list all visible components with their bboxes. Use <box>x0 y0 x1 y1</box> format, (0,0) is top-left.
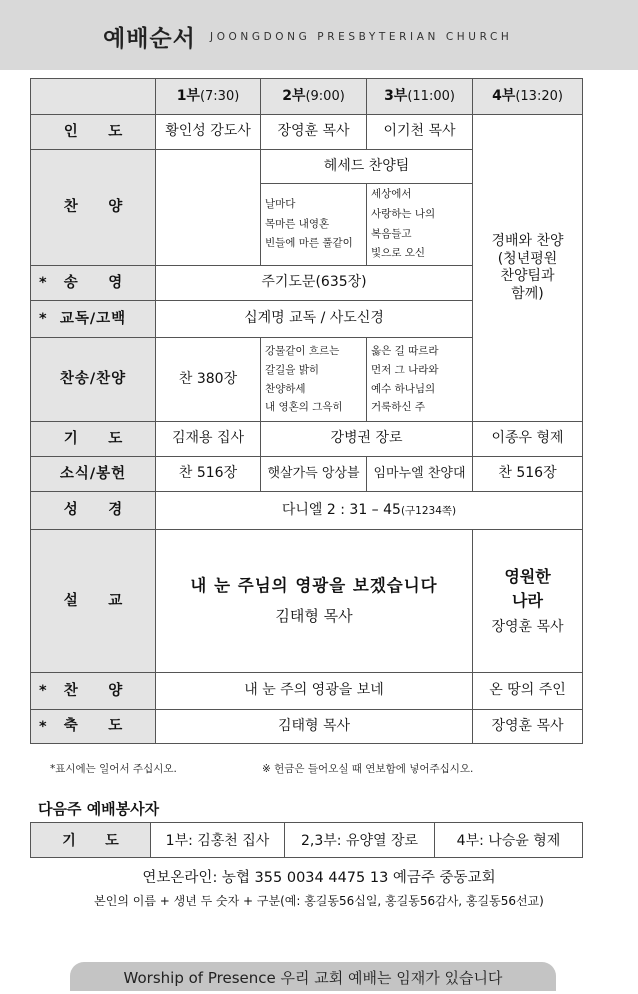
service-4-header: 4부(13:20) <box>473 79 583 115</box>
hymn-s2-songs: 강물같이 흐르는 갈길을 밝히 찬양하세 내 영혼의 그윽히 <box>261 338 367 422</box>
bank-account: 연보온라인: 농협 355 0034 4475 13 예금주 중동교회 <box>142 870 496 886</box>
sermon-s4-title-1: 영원한 <box>504 567 551 587</box>
next-week-row <box>31 823 583 858</box>
note-offering: ※ 헌금은 들어오실 때 연보함에 넣어주십시오. <box>262 763 474 775</box>
closing-hymn-value: 내 눈 주의 영광을 보네 <box>156 673 473 710</box>
s4-praise-block <box>473 115 583 422</box>
praise-s3-songs: 세상에서 사랑하는 나의 복음들고 빛으로 오신 <box>367 184 473 266</box>
label-song: * 송영 <box>31 266 156 301</box>
prayer-s4: 이종우 형제 <box>473 422 583 457</box>
song-value: 주기도문(635장) <box>156 266 473 301</box>
footer-banner: Worship of Presence 우리 교회 예배는 임재가 있습니다 <box>70 962 556 991</box>
sermon-s4-preacher: 장영훈 목사 <box>491 619 564 636</box>
next-week-label: 기도 <box>31 823 151 858</box>
sermon-s4 <box>473 530 583 673</box>
hymn-s1: 찬 380장 <box>156 338 261 422</box>
closing-hymn-s4: 온 땅의 주인 <box>473 673 583 710</box>
lead-s1: 황인성 강도사 <box>156 115 261 150</box>
note-stand: *표시에는 일어서 주십시오. <box>50 763 177 775</box>
label-sermon: 설교 <box>31 530 156 673</box>
page-title: 예배순서 <box>103 26 196 52</box>
service-3-header: 3부(11:00) <box>367 79 473 115</box>
lead-s3: 이기천 목사 <box>367 115 473 150</box>
next-week-c1: 1부: 김홍천 집사 <box>151 823 285 858</box>
label-hymn: 찬송/찬양 <box>31 338 156 422</box>
hymn-s3-songs: 옳은 길 따르라 먼저 그 나라와 예수 하나님의 거룩하신 주 <box>367 338 473 422</box>
label-scripture: 성경 <box>31 492 156 530</box>
label-closing-hymn: * 찬양 <box>31 673 156 710</box>
service-header-row <box>31 79 583 115</box>
notes <box>50 761 610 776</box>
offering-s3: 임마누엘 찬양대 <box>367 457 473 492</box>
label-confession: * 교독/고백 <box>31 301 156 338</box>
sermon-s4-title-2: 나라 <box>512 591 543 611</box>
worship-order-table <box>30 78 583 744</box>
next-week-table <box>30 822 583 858</box>
offering-s1: 찬 516장 <box>156 457 261 492</box>
offering-s4: 찬 516장 <box>473 457 583 492</box>
s4-praise-line-2: (청년평원 <box>497 250 558 267</box>
praise-team: 헤세드 찬양팀 <box>261 150 473 184</box>
deposit-instructions: 본인의 이름 + 생년 두 숫자 + 구분(예: 홍길동56십일, 홍길동56감사, 홍길동56선교) <box>94 894 544 908</box>
s4-praise-line-1: 경배와 찬양 <box>491 233 564 249</box>
offering-s2: 햇살가득 앙상블 <box>261 457 367 492</box>
s4-praise-line-4: 함께) <box>511 285 544 302</box>
scripture-value: 다니엘 2 : 31 – 45(구1234쪽) <box>156 492 583 530</box>
service-1-header: 1부(7:30) <box>156 79 261 115</box>
row-scripture <box>31 492 583 530</box>
label-offering: 소식/봉헌 <box>31 457 156 492</box>
sermon-main <box>156 530 473 673</box>
s4-praise-line-3: 찬양팀과 <box>500 268 555 284</box>
sermon-title: 내 눈 주님의 영광을 보겠습니다 <box>190 576 438 596</box>
row-offering <box>31 457 583 492</box>
row-prayer <box>31 422 583 457</box>
label-praise: 찬양 <box>31 150 156 266</box>
prayer-s23: 강병권 장로 <box>261 422 473 457</box>
row-lead <box>31 115 583 150</box>
next-week-title: 다음주 예배봉사자 <box>38 800 160 818</box>
row-sermon <box>31 530 583 673</box>
benediction-s4: 장영훈 목사 <box>473 710 583 744</box>
label-lead: 인도 <box>31 115 156 150</box>
praise-s1-empty <box>156 150 261 266</box>
lead-s2: 장영훈 목사 <box>261 115 367 150</box>
header-blank-cell <box>31 79 156 115</box>
benediction-value: 김태형 목사 <box>156 710 473 744</box>
row-closing-hymn <box>31 673 583 710</box>
service-2-header: 2부(9:00) <box>261 79 367 115</box>
prayer-s1: 김재용 집사 <box>156 422 261 457</box>
sermon-preacher: 김태형 목사 <box>275 606 353 625</box>
row-benediction <box>31 710 583 744</box>
next-week-c2: 2,3부: 유양열 장로 <box>285 823 435 858</box>
next-week-c3: 4부: 나승윤 형제 <box>435 823 583 858</box>
label-prayer: 기도 <box>31 422 156 457</box>
label-benediction: * 축도 <box>31 710 156 744</box>
confession-value: 십계명 교독 / 사도신경 <box>156 301 473 338</box>
church-name: JOONGDONG PRESBYTERIAN CHURCH <box>210 31 513 43</box>
page-header <box>0 0 638 70</box>
praise-s2-songs: 날마다 목마른 내영혼 빈들에 마른 풀같이 <box>261 184 367 266</box>
